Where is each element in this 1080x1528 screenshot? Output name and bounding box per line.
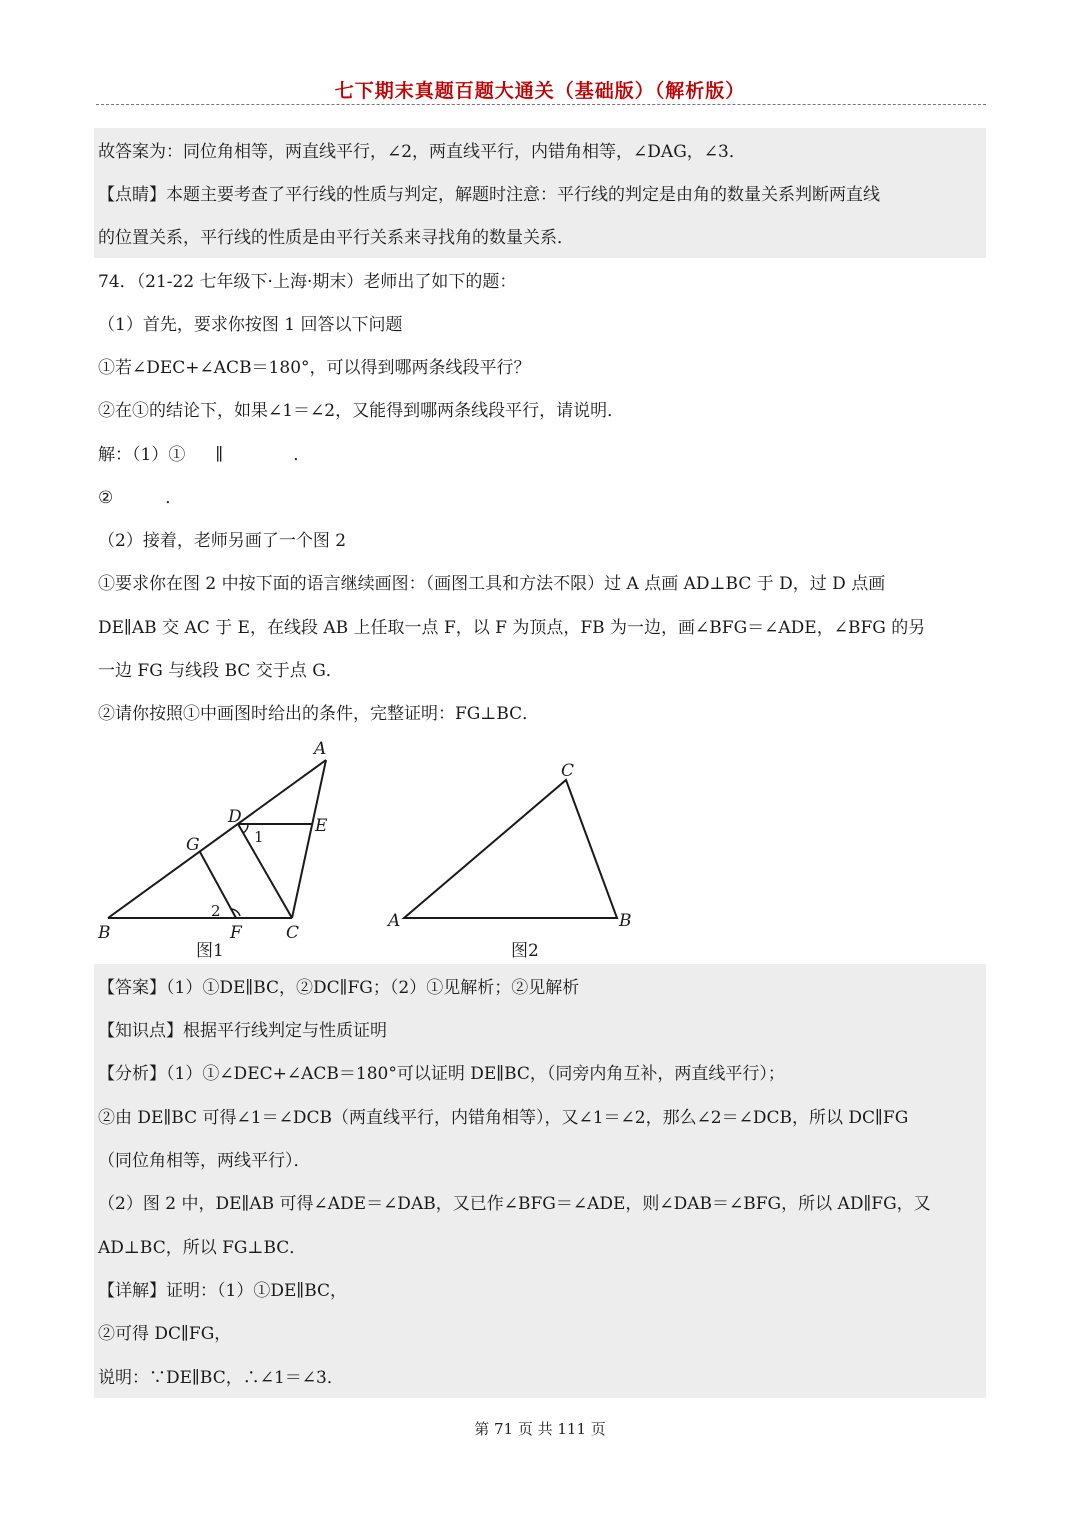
- text-line: 的位置关系，平行线的性质是由平行关系来寻找角的数量关系．: [98, 228, 574, 248]
- solution-period: ．: [165, 488, 183, 508]
- solution-prefix: 解：（1）①: [98, 445, 186, 465]
- text-line: ②可得 DC∥FG，: [98, 1324, 232, 1344]
- text-line: （1）首先，要求你按图 1 回答以下问题: [98, 315, 403, 335]
- analysis-line: 【分析】（1）①∠DEC+∠ACB＝180°可以证明 DE∥BC，（同旁内角互补，两直线平行）；: [98, 1064, 785, 1084]
- text-line: ②在①的结论下，如果∠1＝∠2，又能得到哪两条线段平行，请说明．: [98, 401, 625, 421]
- fig2-label-C: C: [561, 761, 575, 781]
- knowledge-line: 【知识点】根据平行线判定与性质证明: [98, 1021, 387, 1041]
- text-line: 说明：∵DE∥BC，∴∠1＝∠3．: [98, 1368, 344, 1388]
- text-line: ①若∠DEC+∠ACB＝180°，可以得到哪两条线段平行？: [98, 358, 531, 378]
- text-line: （2）图 2 中，DE∥AB 可得∠ADE＝∠DAB，又已作∠BFG＝∠ADE，则∠DAB＝∠BFG，所以 AD∥FG，又: [98, 1194, 931, 1214]
- header-divider: [96, 104, 986, 105]
- fig1-label-A: A: [314, 739, 327, 759]
- geometry-figures: [90, 736, 650, 962]
- segment-AC: [292, 760, 326, 918]
- page-footer: 第 71 页 共 111 页: [474, 1420, 606, 1438]
- triangle-ABC: [404, 780, 617, 918]
- parallel-symbol: ∥: [215, 445, 224, 465]
- text-line: ①要求你在图 2 中按下面的语言继续画图：（画图工具和方法不限）过 A 点画 AD⊥BC 于 D，过 D 点画: [98, 574, 886, 594]
- fig1-label-G: G: [186, 835, 200, 855]
- fig1-angle-1-label: 1: [254, 828, 264, 846]
- segment-DC: [238, 824, 292, 918]
- question-number-line: 74．（21-22 七年级下·上海·期末）老师出了如下的题：: [98, 272, 517, 292]
- text-line: ②请你按照①中画图时给出的条件，完整证明：FG⊥BC．: [98, 704, 540, 724]
- document-header-title: 七下期末真题百题大通关（基础版）（解析版）: [334, 80, 746, 102]
- detail-line: 【详解】证明：（1）①DE∥BC，: [98, 1281, 348, 1301]
- solution-period: ．: [293, 445, 311, 465]
- text-line: 【点睛】本题主要考查了平行线的性质与判定，解题时注意：平行线的判定是由角的数量关系判断两直线: [98, 185, 880, 205]
- solution-line-1: [98, 443, 986, 467]
- answer-line: 【答案】（1）①DE∥BC，②DC∥FG；（2）①见解析；②见解析: [98, 978, 580, 998]
- solution-prefix: ②: [98, 488, 114, 508]
- figure-2: [404, 780, 617, 918]
- fig1-caption: 图1: [196, 941, 224, 961]
- fig1-label-B: B: [98, 923, 111, 943]
- text-line: （同位角相等，两线平行）．: [98, 1151, 311, 1171]
- fig1-label-C: C: [286, 923, 300, 943]
- text-line: （2）接着，老师另画了一个图 2: [98, 531, 347, 551]
- segment-BA: [108, 760, 326, 918]
- text-line: AD⊥BC，所以 FG⊥BC．: [98, 1238, 307, 1258]
- text-line: ②由 DE∥BC 可得∠1＝∠DCB（两直线平行，内错角相等），又∠1＝∠2，那么∠2＝∠DCB，所以 DC∥FG: [98, 1108, 909, 1128]
- fig1-label-E: E: [315, 816, 328, 836]
- text-line: DE∥AB 交 AC 于 E，在线段 AB 上任取一点 F，以 F 为顶点，FB 为一边，画∠BFG＝∠ADE，∠BFG 的另: [98, 618, 926, 638]
- fig2-label-B: B: [619, 911, 632, 931]
- text-line: 一边 FG 与线段 BC 交于点 G．: [98, 661, 343, 681]
- fig1-angle-2-label: 2: [211, 902, 221, 920]
- angle-1-arc: [243, 824, 248, 833]
- fig1-label-D: D: [228, 807, 242, 827]
- solution-line-2: [98, 486, 986, 510]
- fig2-label-A: A: [388, 911, 401, 931]
- figure-1: [108, 760, 326, 918]
- fig2-caption: 图2: [511, 941, 539, 961]
- text-line: 故答案为：同位角相等，两直线平行，∠2，两直线平行，内错角相等，∠DAG，∠3．: [98, 142, 746, 162]
- fig1-label-F: F: [230, 923, 242, 943]
